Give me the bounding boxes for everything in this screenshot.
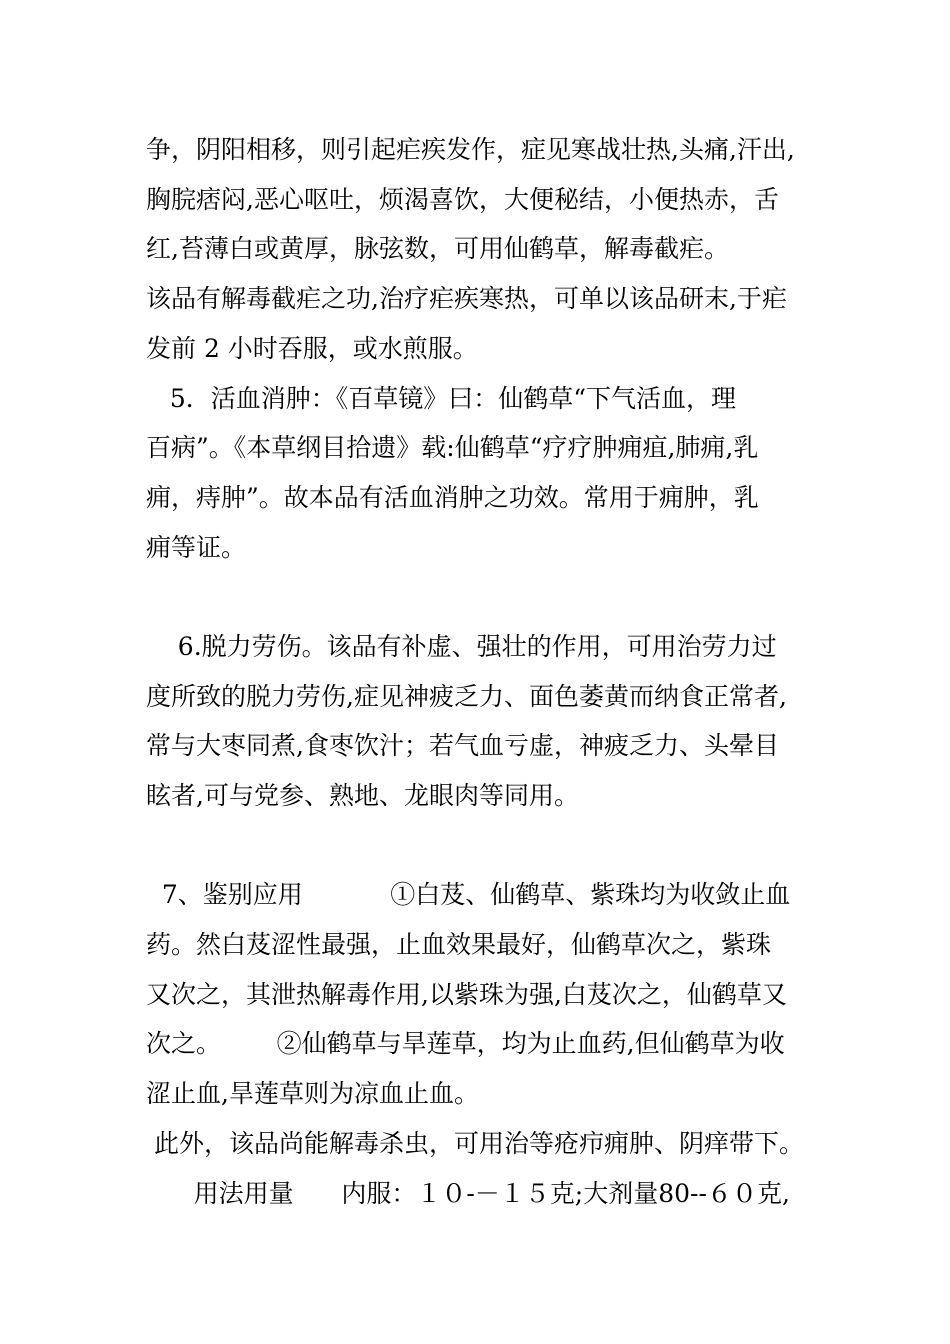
- text-line: 胸脘痞闷,恶心呕吐，烦渴喜饮，大便秘结，小便热赤，舌: [146, 185, 779, 214]
- text-line: 6.脱力劳伤。该品有补虚、强壮的作用，可用治劳力过: [146, 632, 777, 661]
- text-line: 痈等证。: [146, 533, 247, 562]
- text-line: 7、鉴别应用 ①白芨、仙鹤草、紫珠均为收敛止血: [146, 880, 791, 909]
- text-line: 药。然白芨涩性最强，止血效果最好，仙鹤草次之，紫珠: [146, 930, 772, 959]
- text-line: 次之。 ②仙鹤草与旱莲草，均为止血药,但仙鹤草为收: [146, 1029, 785, 1058]
- text-line: 常与大枣同煮,食枣饮汁；若气血亏虚，神疲乏力、头晕目: [146, 731, 779, 760]
- text-line: 百病”。《本草纲目拾遗》载:仙鹤草“疗疗肿痈疽,肺痈,乳: [146, 433, 759, 462]
- text-line: 用法用量 内服：１０-－１５克;大剂量80--６０克,: [146, 1179, 790, 1208]
- text-line: 争，阴阳相移，则引起疟疾发作，症见寒战壮热,头痛,汗出,: [146, 135, 795, 164]
- text-line: 痈，痔肿”。故本品有活血消肿之功效。常用于痈肿，乳: [146, 483, 759, 512]
- text-line: 此外，该品尚能解毒杀虫，可用治等疮疖痈肿、阴痒带下。: [146, 1129, 804, 1158]
- text-line: 涩止血,旱莲草则为凉血止血。: [146, 1079, 479, 1108]
- text-line: 度所致的脱力劳伤,症见神疲乏力、面色萎黄而纳食正常者,: [146, 682, 787, 711]
- text-line: 5．活血消肿：《百草镜》曰：仙鹤草“下气活血，理: [146, 384, 737, 413]
- text-line: 又次之，其泄热解毒作用,以紫珠为强,白芨次之，仙鹤草又: [146, 980, 787, 1009]
- text-line: 该品有解毒截疟之功,治疗疟疾寒热，可单以该品研末,于疟: [146, 284, 787, 313]
- text-line: 发前 2 小时吞服，或水煎服。: [146, 334, 478, 363]
- text-line: 眩者,可与党参、熟地、龙眼肉等同用。: [146, 781, 579, 810]
- text-line: 红,苔薄白或黄厚，脉弦数，可用仙鹤草，解毒截疟。: [146, 234, 729, 263]
